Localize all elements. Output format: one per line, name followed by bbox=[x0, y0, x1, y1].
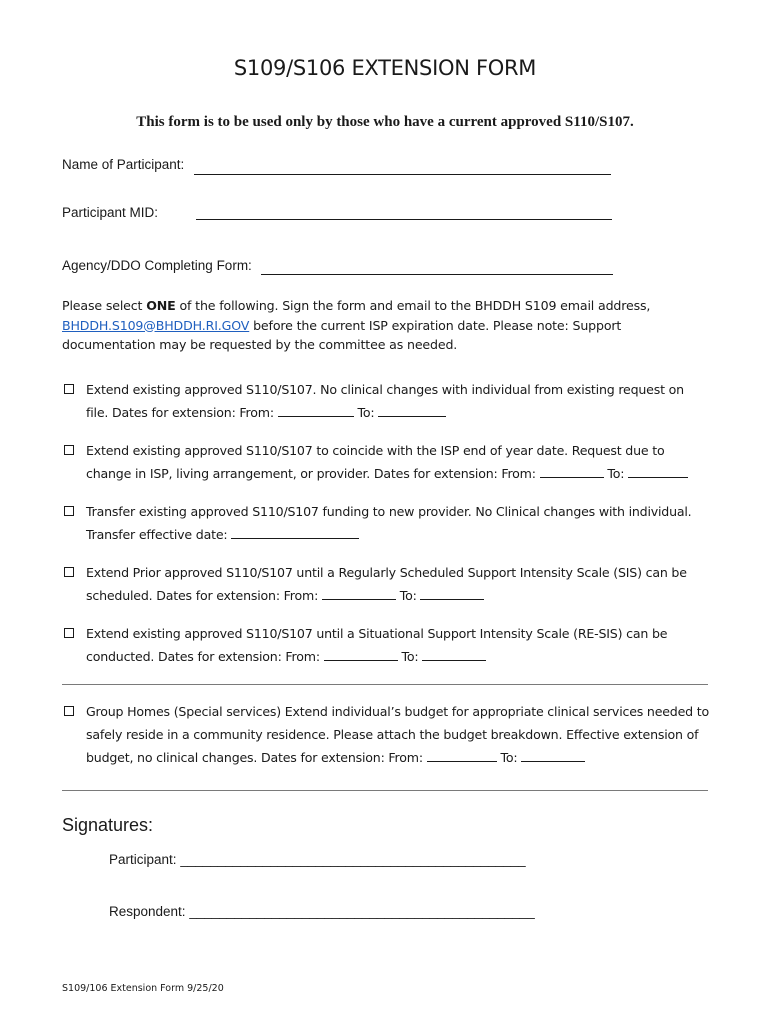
option-4-checkbox[interactable] bbox=[64, 567, 74, 577]
participant-signature-label: Participant: bbox=[109, 852, 177, 867]
option-group-homes bbox=[62, 700, 722, 769]
option-5-to-field[interactable] bbox=[422, 647, 486, 661]
group-homes-dates-label: budget, no clinical changes. Dates for extension: From: bbox=[86, 750, 423, 765]
respondent-signature-row bbox=[109, 904, 535, 919]
option-2-text: Extend existing approved S110/S107 to coincide with the ISP end of year date. Request due to bbox=[86, 443, 665, 458]
option-3-checkbox[interactable] bbox=[64, 506, 74, 516]
option-re-sis bbox=[62, 622, 722, 668]
option-1-dates-label: file. Dates for extension: From: bbox=[86, 405, 274, 420]
option-3-text: Transfer existing approved S110/S107 funding to new provider. No Clinical changes with individual. bbox=[86, 504, 692, 519]
agency-label: Agency/DDO Completing Form: bbox=[62, 258, 252, 273]
group-homes-to-label: To: bbox=[500, 750, 518, 765]
email-link[interactable]: BHDDH.S109@BHDDH.RI.GOV bbox=[62, 317, 250, 333]
participant-signature-field[interactable]: ______________________________________________ bbox=[180, 852, 526, 867]
option-4-dates-label: scheduled. Dates for extension: From: bbox=[86, 588, 319, 603]
footer: S109/106 Extension Form 9/25/20 bbox=[62, 983, 224, 994]
signatures-heading: Signatures: bbox=[62, 815, 154, 835]
option-2-from-field[interactable] bbox=[540, 464, 604, 478]
option-3-date-label: Transfer effective date: bbox=[86, 527, 228, 542]
option-1-to-label: To: bbox=[357, 405, 375, 420]
option-transfer bbox=[62, 500, 722, 546]
instructions-text-2: of the following. Sign the form and email to the BHDDH S109 email address, bbox=[175, 298, 651, 313]
option-2-to-label: To: bbox=[607, 466, 625, 481]
participant-name-field[interactable] bbox=[194, 160, 611, 175]
group-homes-text-1: Group Homes (Special services) Extend individual’s budget for appropriate clinical services needed to bbox=[86, 704, 709, 719]
option-5-text: Extend existing approved S110/S107 until a Situational Support Intensity Scale (RE-SIS) can be bbox=[86, 626, 668, 641]
option-1-to-field[interactable] bbox=[378, 403, 446, 417]
option-2-checkbox[interactable] bbox=[64, 445, 74, 455]
option-1-checkbox[interactable] bbox=[64, 384, 74, 394]
group-homes-text-2: safely reside in a community residence. Please attach the budget breakdown. Effective extension of bbox=[86, 727, 699, 742]
group-homes-from-field[interactable] bbox=[427, 748, 497, 762]
instructions bbox=[62, 296, 662, 355]
instructions-bold: ONE bbox=[146, 298, 176, 313]
form-subtitle: This form is to be used only by those who have a current approved S110/S107. bbox=[136, 114, 634, 130]
option-5-dates-label: conducted. Dates for extension: From: bbox=[86, 649, 320, 664]
option-sis bbox=[62, 561, 722, 607]
group-homes-to-field[interactable] bbox=[521, 748, 585, 762]
participant-mid-field[interactable] bbox=[196, 205, 612, 220]
divider bbox=[62, 790, 708, 791]
option-1-from-field[interactable] bbox=[278, 403, 354, 417]
option-coincide-isp bbox=[62, 439, 722, 485]
divider bbox=[62, 684, 708, 685]
option-1-text: Extend existing approved S110/S107. No clinical changes with individual from existing request on bbox=[86, 382, 684, 397]
option-6-checkbox[interactable] bbox=[64, 706, 74, 716]
page-title: S109/S106 EXTENSION FORM bbox=[233, 56, 537, 80]
option-4-text: Extend Prior approved S110/S107 until a Regularly Scheduled Support Intensity Scale (SIS) can be bbox=[86, 565, 687, 580]
instructions-text-3: before the current ISP expiration date. Please note: Support documentation may be requested by the committee as needed. bbox=[62, 317, 622, 352]
option-5-to-label: To: bbox=[401, 649, 419, 664]
agency-field[interactable] bbox=[261, 260, 613, 275]
option-extend-existing bbox=[62, 378, 722, 424]
option-5-checkbox[interactable] bbox=[64, 628, 74, 638]
option-3-effective-date-field[interactable] bbox=[231, 525, 359, 539]
option-4-to-field[interactable] bbox=[420, 586, 484, 600]
option-5-from-field[interactable] bbox=[324, 647, 398, 661]
option-4-from-field[interactable] bbox=[322, 586, 396, 600]
instructions-text-1: Please select bbox=[62, 298, 147, 313]
option-4-to-label: To: bbox=[399, 588, 417, 603]
participant-name-label: Name of Participant: bbox=[62, 157, 185, 172]
respondent-signature-label: Respondent: bbox=[109, 904, 186, 919]
participant-mid-label: Participant MID: bbox=[62, 205, 159, 220]
option-2-dates-label: change in ISP, living arrangement, or provider. Dates for extension: From: bbox=[86, 466, 536, 481]
respondent-signature-field[interactable]: ______________________________________________ bbox=[189, 904, 535, 919]
participant-signature-row bbox=[109, 852, 526, 867]
option-2-to-field[interactable] bbox=[628, 464, 688, 478]
